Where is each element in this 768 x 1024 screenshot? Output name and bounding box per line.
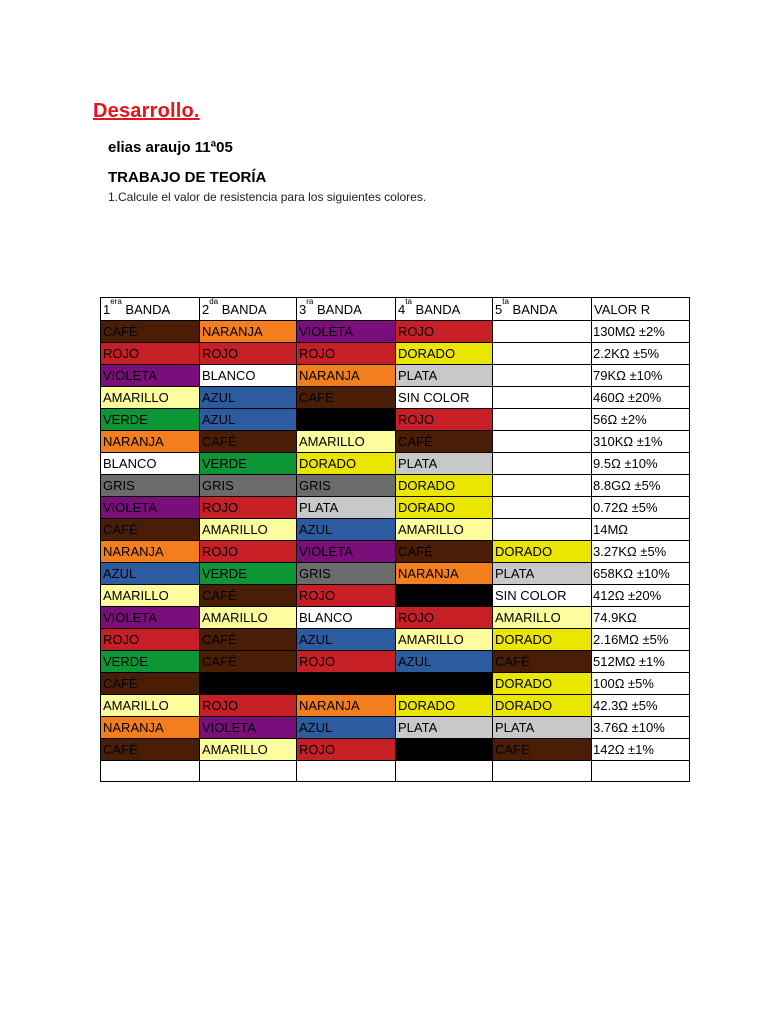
band-2-cell: AMARILLO	[200, 739, 297, 761]
band-3-cell	[297, 673, 396, 695]
band-3-cell: AZUL	[297, 629, 396, 651]
band-4-cell: DORADO	[396, 695, 493, 717]
band-1-cell	[101, 761, 200, 782]
header-band-4	[396, 298, 493, 321]
valor-r-cell: 460Ω ±20%	[592, 387, 690, 409]
band-3-cell: DORADO	[297, 453, 396, 475]
assignment-title: TRABAJO DE TEORÍA	[108, 169, 267, 186]
band-3-cell: VIOLETA	[297, 321, 396, 343]
table-row	[101, 651, 690, 673]
header-number: 1	[103, 301, 111, 317]
band-1-cell: ROJO	[101, 629, 200, 651]
band-2-cell: CAFÉ	[200, 431, 297, 453]
table-row	[101, 365, 690, 387]
band-2-cell: ROJO	[200, 497, 297, 519]
band-2-cell	[200, 761, 297, 782]
band-2-cell	[200, 673, 297, 695]
header-band-1	[101, 298, 200, 321]
header-label: BANDA	[313, 301, 362, 317]
author-line: elias araujo 11ª05	[108, 139, 233, 156]
band-3-cell	[297, 761, 396, 782]
band-2-cell: AZUL	[200, 387, 297, 409]
band-3-cell: AZUL	[297, 519, 396, 541]
table-row	[101, 519, 690, 541]
band-4-cell: DORADO	[396, 497, 493, 519]
valor-r-cell: 130MΩ ±2%	[592, 321, 690, 343]
band-4-cell: DORADO	[396, 475, 493, 497]
band-4-cell: CAFÉ	[396, 431, 493, 453]
band-1-cell: AMARILLO	[101, 585, 200, 607]
band-2-cell: VIOLETA	[200, 717, 297, 739]
band-1-cell: VERDE	[101, 651, 200, 673]
band-5-cell	[493, 431, 592, 453]
band-4-cell: PLATA	[396, 365, 493, 387]
table-row	[101, 541, 690, 563]
band-2-cell: AZUL	[200, 409, 297, 431]
header-ordinal: ta	[405, 297, 412, 307]
valor-r-cell: 79KΩ ±10%	[592, 365, 690, 387]
band-5-cell	[493, 519, 592, 541]
band-1-cell: CAFÉ	[101, 321, 200, 343]
band-3-cell: BLANCO	[297, 607, 396, 629]
band-2-cell: VERDE	[200, 563, 297, 585]
header-ordinal: ta	[502, 297, 509, 307]
band-5-cell: PLATA	[493, 717, 592, 739]
table-row	[101, 321, 690, 343]
band-5-cell	[493, 343, 592, 365]
table-row	[101, 739, 690, 761]
band-4-cell: ROJO	[396, 607, 493, 629]
band-3-cell: ROJO	[297, 585, 396, 607]
page-heading: Desarrollo.	[93, 100, 200, 122]
band-5-cell	[493, 365, 592, 387]
valor-r-cell: 142Ω ±1%	[592, 739, 690, 761]
band-3-cell: AZUL	[297, 717, 396, 739]
band-4-cell: ROJO	[396, 321, 493, 343]
table-row	[101, 387, 690, 409]
header-label: BANDA	[218, 301, 267, 317]
band-2-cell: AMARILLO	[200, 607, 297, 629]
band-3-cell: VIOLETA	[297, 541, 396, 563]
table-body	[101, 298, 690, 782]
header-band-5	[493, 298, 592, 321]
table-row	[101, 409, 690, 431]
band-3-cell: NARANJA	[297, 695, 396, 717]
valor-r-cell: 56Ω ±2%	[592, 409, 690, 431]
band-4-cell: ROJO	[396, 409, 493, 431]
band-2-cell: CAFÉ	[200, 629, 297, 651]
band-2-cell: CAFÉ	[200, 585, 297, 607]
band-1-cell: NARANJA	[101, 431, 200, 453]
band-2-cell: ROJO	[200, 541, 297, 563]
band-5-cell	[493, 321, 592, 343]
table-header-row	[101, 298, 690, 321]
band-1-cell: BLANCO	[101, 453, 200, 475]
band-4-cell: AMARILLO	[396, 629, 493, 651]
band-5-cell: AMARILLO	[493, 607, 592, 629]
header-band-2	[200, 298, 297, 321]
band-2-cell: BLANCO	[200, 365, 297, 387]
table-row	[101, 563, 690, 585]
band-1-cell: AZUL	[101, 563, 200, 585]
band-4-cell: PLATA	[396, 453, 493, 475]
band-3-cell: ROJO	[297, 651, 396, 673]
band-1-cell: NARANJA	[101, 717, 200, 739]
band-1-cell: CAFÉ	[101, 673, 200, 695]
band-1-cell: ROJO	[101, 343, 200, 365]
header-label: VALOR R	[594, 301, 651, 317]
valor-r-cell: 14MΩ	[592, 519, 690, 541]
header-valor-r	[592, 298, 690, 321]
band-1-cell: VIOLETA	[101, 497, 200, 519]
header-band-3	[297, 298, 396, 321]
band-4-cell: SIN COLOR	[396, 387, 493, 409]
valor-r-cell: 2.2KΩ ±5%	[592, 343, 690, 365]
valor-r-cell: 3.27KΩ ±5%	[592, 541, 690, 563]
band-5-cell: SIN COLOR	[493, 585, 592, 607]
table-row	[101, 453, 690, 475]
band-2-cell: AMARILLO	[200, 519, 297, 541]
valor-r-cell: 658KΩ ±10%	[592, 563, 690, 585]
valor-r-cell: 9.5Ω ±10%	[592, 453, 690, 475]
band-4-cell	[396, 673, 493, 695]
header-number: 4	[398, 301, 406, 317]
valor-r-cell: 512MΩ ±1%	[592, 651, 690, 673]
valor-r-cell: 310KΩ ±1%	[592, 431, 690, 453]
band-2-cell: CAFÉ	[200, 651, 297, 673]
band-3-cell	[297, 409, 396, 431]
band-2-cell: ROJO	[200, 343, 297, 365]
band-1-cell: GRIS	[101, 475, 200, 497]
band-4-cell	[396, 739, 493, 761]
band-1-cell: CAFÉ	[101, 739, 200, 761]
band-4-cell	[396, 761, 493, 782]
band-4-cell: CAFÉ	[396, 541, 493, 563]
band-5-cell: DORADO	[493, 673, 592, 695]
header-label: BANDA	[411, 301, 461, 317]
table-row	[101, 629, 690, 651]
valor-r-cell: 0.72Ω ±5%	[592, 497, 690, 519]
band-2-cell: VERDE	[200, 453, 297, 475]
table-row	[101, 343, 690, 365]
band-1-cell: VIOLETA	[101, 607, 200, 629]
band-5-cell: CAFÉ	[493, 651, 592, 673]
band-1-cell: AMARILLO	[101, 387, 200, 409]
valor-r-cell: 412Ω ±20%	[592, 585, 690, 607]
band-5-cell	[493, 453, 592, 475]
band-3-cell: NARANJA	[297, 365, 396, 387]
band-4-cell: AZUL	[396, 651, 493, 673]
band-1-cell: NARANJA	[101, 541, 200, 563]
band-5-cell: CAFE	[493, 739, 592, 761]
band-5-cell: PLATA	[493, 563, 592, 585]
valor-r-cell: 2.16MΩ ±5%	[592, 629, 690, 651]
band-1-cell: AMARILLO	[101, 695, 200, 717]
table-row	[101, 475, 690, 497]
band-1-cell: VERDE	[101, 409, 200, 431]
table-row	[101, 673, 690, 695]
band-2-cell: GRIS	[200, 475, 297, 497]
band-4-cell: NARANJA	[396, 563, 493, 585]
band-5-cell: DORADO	[493, 541, 592, 563]
header-ordinal: ra	[306, 297, 314, 307]
band-5-cell: DORADO	[493, 629, 592, 651]
band-1-cell: VIOLETA	[101, 365, 200, 387]
band-4-cell	[396, 585, 493, 607]
band-3-cell: GRIS	[297, 475, 396, 497]
header-number: 3	[299, 301, 307, 317]
table-row	[101, 717, 690, 739]
table-row	[101, 761, 690, 782]
band-3-cell: GRIS	[297, 563, 396, 585]
valor-r-cell: 74.9KΩ	[592, 607, 690, 629]
band-5-cell	[493, 409, 592, 431]
band-3-cell: AMARILLO	[297, 431, 396, 453]
band-1-cell: CAFÉ	[101, 519, 200, 541]
valor-r-cell: 8.8GΩ ±5%	[592, 475, 690, 497]
header-label: BANDA	[121, 301, 171, 317]
header-number: 2	[202, 301, 210, 317]
valor-r-cell: 3.76Ω ±10%	[592, 717, 690, 739]
band-4-cell: AMARILLO	[396, 519, 493, 541]
header-number: 5	[495, 301, 503, 317]
band-5-cell	[493, 497, 592, 519]
table-row	[101, 695, 690, 717]
band-5-cell	[493, 475, 592, 497]
band-2-cell: NARANJA	[200, 321, 297, 343]
band-5-cell	[493, 387, 592, 409]
valor-r-cell	[592, 761, 690, 782]
table-row	[101, 497, 690, 519]
band-3-cell: ROJO	[297, 343, 396, 365]
band-4-cell: PLATA	[396, 717, 493, 739]
instruction-text: 1.Calcule el valor de resistencia para los siguientes colores.	[108, 190, 427, 204]
band-5-cell	[493, 761, 592, 782]
valor-r-cell: 100Ω ±5%	[592, 673, 690, 695]
band-3-cell: CAFÉ	[297, 387, 396, 409]
table-row	[101, 585, 690, 607]
table-row	[101, 431, 690, 453]
band-3-cell: PLATA	[297, 497, 396, 519]
band-5-cell: DORADO	[493, 695, 592, 717]
header-label: BANDA	[508, 301, 558, 317]
table-row	[101, 607, 690, 629]
valor-r-cell: 42.3Ω ±5%	[592, 695, 690, 717]
header-ordinal: da	[209, 297, 219, 307]
resistor-color-table	[100, 297, 690, 782]
band-3-cell: ROJO	[297, 739, 396, 761]
band-4-cell: DORADO	[396, 343, 493, 365]
band-2-cell: ROJO	[200, 695, 297, 717]
header-ordinal: era	[110, 297, 122, 307]
